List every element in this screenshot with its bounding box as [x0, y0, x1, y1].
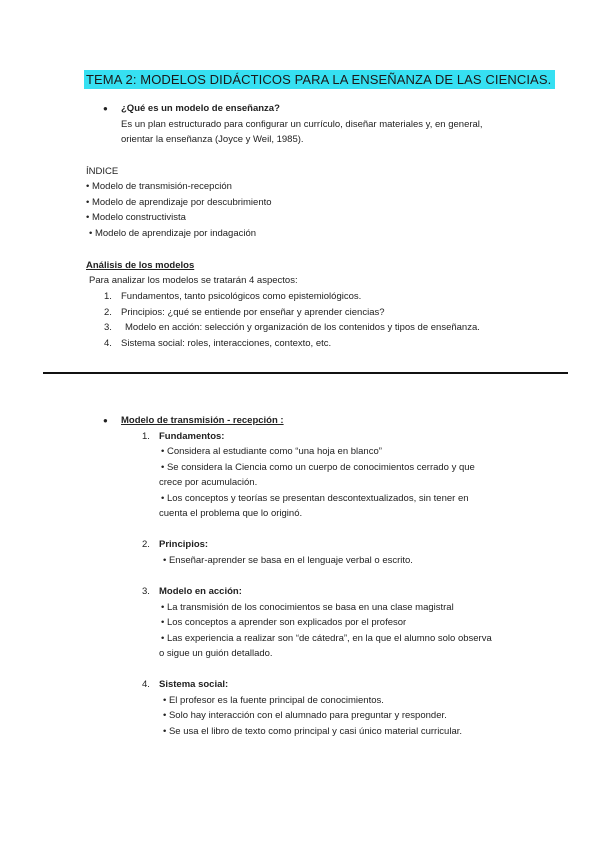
intro-answer-line1: Es un plan estructurado para configurar un currículo, diseñar materiales y, en general, [121, 119, 483, 130]
section-line: cuenta el problema que lo originó. [159, 508, 303, 519]
section-line: • Las experiencia a realizar son “de cátedra”, en la que el alumno solo observa [161, 633, 492, 644]
section-line: crece por acumulación. [159, 477, 258, 488]
section-line: • Solo hay interacción con el alumnado para preguntar y responder. [163, 710, 447, 721]
index-item: • Modelo de aprendizaje por indagación [89, 228, 257, 239]
section-line: • Enseñar-aprender se basa en el lenguaje verbal o escrito. [163, 555, 413, 566]
section-number: 3. [142, 586, 150, 597]
section-number: 2. [142, 539, 150, 550]
section-line: • La transmisión de los conocimientos se basa en una clase magistral [161, 602, 454, 613]
section-title: Principios: [159, 539, 209, 550]
index-item: • Modelo constructivista [86, 212, 186, 223]
bullet-icon: ● [103, 104, 108, 113]
section-line: • Se considera la Ciencia como un cuerpo de conocimientos cerrado y que [161, 462, 475, 473]
analysis-heading: Análisis de los modelos [86, 260, 195, 271]
analysis-item-text: Modelo en acción: selección y organización de los contenidos y tipos de enseñanza. [125, 322, 480, 333]
index-item: • Modelo de transmisión-recepción [86, 181, 232, 192]
bullet-icon: ● [103, 416, 108, 425]
analysis-item-text: Principios: ¿qué se entiende por enseñar y aprender ciencias? [121, 307, 385, 318]
analysis-item-number: 3. [104, 322, 112, 333]
section-line: • Se usa el libro de texto como principal y casi único material curricular. [163, 726, 463, 737]
model-heading: Modelo de transmisión - recepción : [121, 415, 284, 426]
intro-question: ¿Qué es un modelo de enseñanza? [121, 103, 280, 114]
index-item: • Modelo de aprendizaje por descubrimiento [86, 197, 272, 208]
section-line: o sigue un guión detallado. [159, 648, 273, 659]
analysis-item-text: Sistema social: roles, interacciones, contexto, etc. [121, 338, 332, 349]
section-number: 4. [142, 679, 150, 690]
section-number: 1. [142, 431, 150, 442]
analysis-item-number: 4. [104, 338, 112, 349]
section-title: Fundamentos: [159, 431, 225, 442]
page-title: TEMA 2: MODELOS DIDÁCTICOS PARA LA ENSEÑANZA DE LAS CIENCIAS. [84, 70, 555, 89]
section-title: Modelo en acción: [159, 586, 242, 597]
section-line: • Los conceptos a aprender son explicados por el profesor [161, 617, 407, 628]
analysis-item-number: 2. [104, 307, 112, 318]
analysis-item-number: 1. [104, 291, 112, 302]
section-line: • Los conceptos y teorías se presentan descontextualizados, sin tener en [161, 493, 469, 504]
analysis-intro: Para analizar los modelos se tratarán 4 aspectos: [89, 275, 298, 286]
section-divider [43, 372, 568, 374]
section-title: Sistema social: [159, 679, 229, 690]
analysis-item-text: Fundamentos, tanto psicológicos como epistemiológicos. [121, 291, 362, 302]
section-line: • El profesor es la fuente principal de conocimientos. [163, 695, 384, 706]
index-heading: ÍNDICE [86, 166, 119, 177]
section-line: • Considera al estudiante como “una hoja en blanco” [161, 446, 382, 457]
intro-answer-line2: orientar la enseñanza (Joyce y Weil, 1985). [121, 134, 304, 145]
